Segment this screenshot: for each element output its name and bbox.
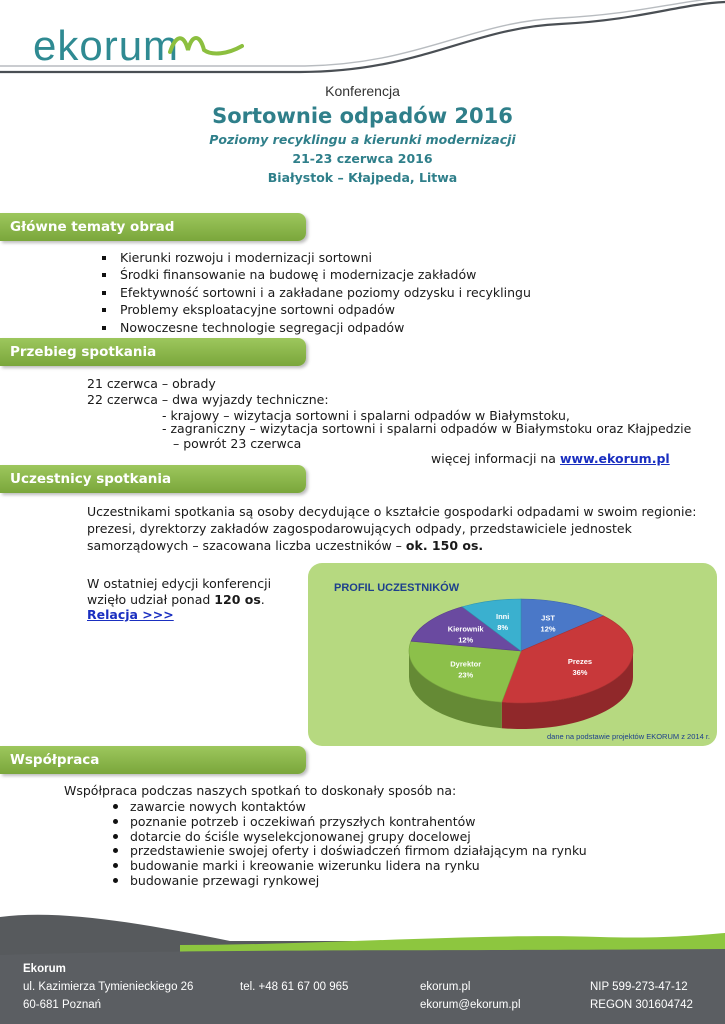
conference-label: Konferencja [325, 83, 400, 99]
footer-street: ul. Kazimierza Tymienieckiego 26 [23, 981, 194, 993]
logo-swoosh [168, 30, 244, 58]
footer-registry [590, 978, 693, 1014]
participants-pie-chart [308, 563, 717, 746]
list-item: zawarcie nowych kontaktów [104, 799, 587, 814]
last-edition-text: wzięło udział ponad [87, 592, 211, 607]
list-item: poznanie potrzeb i oczekiwań przyszłych kontrahentów [104, 814, 587, 829]
footer-email[interactable]: ekorum@ekorum.pl [420, 999, 521, 1011]
last-edition-count: 120 os [214, 592, 261, 607]
pie-label-category: JST [541, 613, 555, 623]
list-item: przedstawienie swojej oferty i doświadczeń firmom działającym na rynku [104, 843, 587, 858]
pie-label-category: Inni [496, 611, 510, 621]
agenda-day2: 22 czerwca – dwa wyjazdy techniczne: [87, 392, 329, 407]
agenda-trip2-cont: – powrót 23 czerwca [173, 436, 302, 451]
footer-city: 60-681 Poznań [23, 999, 102, 1011]
event-dates: 21-23 czerwca 2016 [292, 151, 433, 166]
chart-title: PROFIL UCZESTNIKÓW [334, 582, 460, 594]
pie-label-value: 36% [572, 667, 588, 677]
pie-label-value: 12% [540, 624, 556, 634]
page-subtitle: Poziomy recyklingu a kierunki modernizacji [209, 132, 516, 147]
page-title: Sortownie odpadów 2016 [212, 104, 513, 128]
footer-regon: REGON 301604742 [590, 999, 693, 1011]
footer-address [23, 960, 193, 1014]
last-edition-line1: W ostatniej edycji konferencji [87, 576, 272, 591]
list-item: Efektywność sortowni i a zakładane poziomy odzysku i recyklingu [94, 285, 531, 302]
list-item: Problemy eksploatacyjne sortowni odpadów [94, 302, 531, 319]
agenda-trip1: - krajowy – wizytacja sortowni i spalarni odpadów w Białymstoku, [162, 408, 570, 423]
pie-label-value: 12% [458, 635, 474, 645]
participants-line-text: samorządowych – szacowana liczba uczestników – [87, 538, 402, 553]
last-edition-line2 [87, 592, 265, 608]
participants-line [87, 537, 696, 554]
website-link[interactable]: www.ekorum.pl [559, 451, 670, 466]
agenda-trip2: - zagraniczny – wizytacja sortowni i spalarni odpadów w Białymstoku oraz Kłajpedzie [162, 421, 692, 436]
list-item: Kierunki rozwoju i modernizacji sortowni [94, 250, 531, 267]
section-participants-heading: Uczestnicy spotkania [0, 465, 306, 493]
list-item: budowanie przewagi rynkowej [104, 873, 587, 888]
participants-line: prezesi, dyrektorzy zakładów zagospodarowujących odpady, przedstawiciele jednostek [87, 521, 632, 536]
chart-source-note: dane na podstawie projektów EKORUM z 2014 r. [546, 732, 710, 741]
participants-description [87, 503, 696, 554]
cooperation-list [104, 799, 587, 888]
footer-nip: NIP 599-273-47-12 [590, 981, 688, 993]
cooperation-intro: Współpraca podczas naszych spotkań to doskonały sposób na: [64, 783, 457, 798]
list-item: Nowoczesne technologie segregacji odpadów [94, 320, 531, 337]
pie-label-value: 23% [458, 670, 474, 680]
footer-contact [420, 978, 521, 1014]
event-place: Białystok – Kłajpeda, Litwa [267, 170, 458, 185]
list-item: Środki finansowanie na budowę i modernizacje zakładów [94, 267, 531, 284]
report-link[interactable]: Relacja >>> [87, 607, 174, 622]
ekorum-logo[interactable]: ekorum [33, 22, 180, 69]
more-info-text: więcej informacji na [431, 451, 556, 466]
participants-line: Uczestnikami spotkania są osoby decydujące o kształcie gospodarki odpadami w swoim regionie: [87, 504, 697, 519]
pie-label-category: Prezes [567, 656, 593, 666]
footer-phone: tel. +48 61 67 00 965 [240, 981, 349, 993]
pie-label-category: Dyrektor [450, 659, 482, 669]
participants-count: ok. 150 os. [405, 538, 484, 553]
section-cooperation-heading: Współpraca [0, 746, 306, 774]
section-agenda-heading: Przebieg spotkania [0, 338, 306, 366]
pie-top [409, 599, 633, 703]
agenda-day1: 21 czerwca – obrady [87, 376, 216, 391]
section-topics-heading: Główne tematy obrad [0, 213, 306, 241]
pie-label-value: 8% [497, 622, 509, 632]
footer-web[interactable]: ekorum.pl [420, 981, 471, 993]
list-item: dotarcie do ściśle wyselekcjonowanej grupy docelowej [104, 829, 587, 844]
more-info-line [431, 451, 670, 467]
pie-label-category: Kierownik [447, 624, 484, 634]
footer-company: Ekorum [23, 963, 66, 975]
list-item: budowanie marki i kreowanie wizerunku lidera na rynku [104, 858, 587, 873]
topics-list [94, 250, 531, 337]
last-edition-end: . [260, 592, 265, 607]
